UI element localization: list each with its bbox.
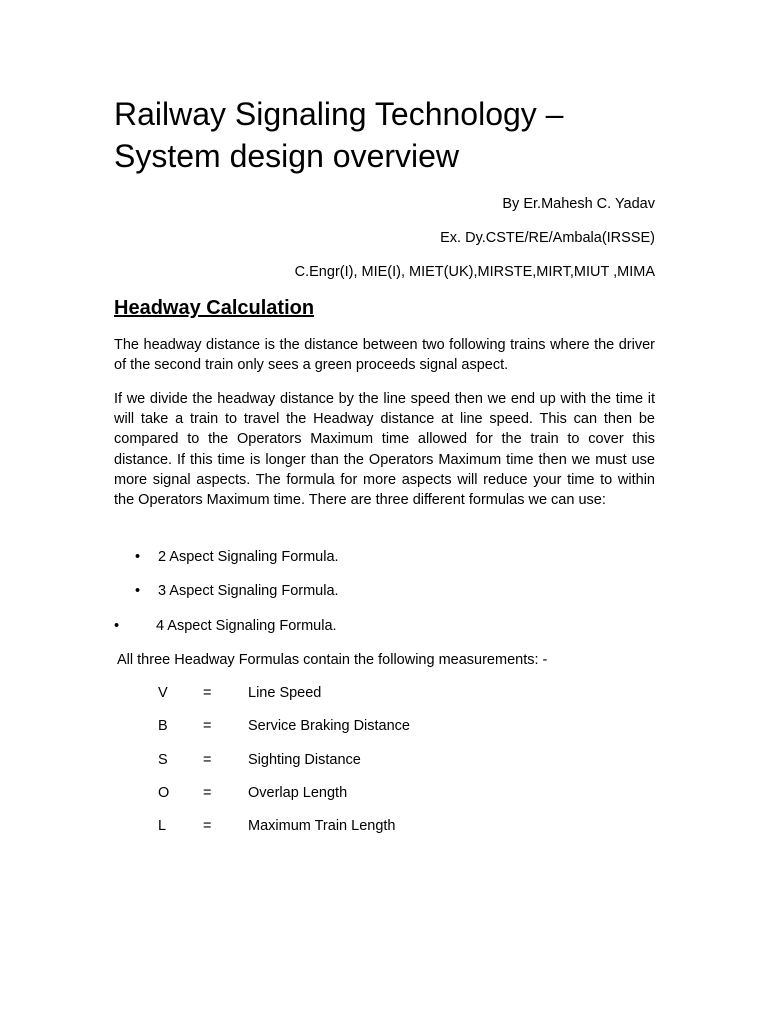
definition-equals: = (203, 818, 212, 834)
paragraph-headway-definition: The headway distance is the distance between two following trains where the driver of the second train only sees a green proceeds signal aspect. (114, 337, 655, 374)
definition-meaning: Overlap Length (248, 785, 348, 801)
definition-meaning: Maximum Train Length (248, 818, 396, 834)
author-designation: Ex. Dy.CSTE/RE/Ambala(IRSSE) (440, 230, 655, 246)
title-line-1: Railway Signaling Technology – (114, 96, 564, 132)
bullet-icon: • (135, 549, 141, 565)
title-line-2: System design overview (114, 138, 460, 174)
paragraph-headway-time: If we divide the headway distance by the line speed then we end up with the time it will take a train to travel the Headway distance at line speed. This can then be compared to the Operators Maximum time allowed for the train to cover this distance. If this time is longer than the Operators Maximum time then we must use more signal aspects. The formula for more aspects will reduce your time to within the Operators Maximum time. There are three different formulas we can use: (114, 391, 655, 509)
definition-symbol: L (158, 818, 167, 834)
definition-equals: = (203, 718, 212, 734)
definition-meaning: Line Speed (248, 685, 322, 701)
section-heading: Headway Calculation (114, 297, 315, 319)
list-item-text: 4 Aspect Signaling Formula. (156, 618, 337, 634)
list-item-text: 3 Aspect Signaling Formula. (158, 583, 339, 599)
definition-meaning: Sighting Distance (248, 752, 361, 768)
definition-equals: = (203, 752, 212, 768)
definition-symbol: B (158, 718, 168, 734)
author-name: By Er.Mahesh C. Yadav (502, 196, 655, 212)
definition-equals: = (203, 685, 212, 701)
bullet-icon: • (114, 618, 120, 634)
definition-symbol: S (158, 752, 168, 768)
document-title (114, 93, 674, 177)
list-item-text: 2 Aspect Signaling Formula. (158, 549, 339, 565)
bullet-icon: • (135, 583, 141, 599)
definition-symbol: V (158, 685, 168, 701)
author-credentials: C.Engr(I), MIE(I), MIET(UK),MIRSTE,MIRT,MIUT ,MIMA (294, 264, 655, 280)
definition-equals: = (203, 785, 212, 801)
definition-symbol: O (158, 785, 170, 801)
measurements-intro: All three Headway Formulas contain the following measurements: - (117, 652, 548, 668)
definition-meaning: Service Braking Distance (248, 718, 410, 734)
